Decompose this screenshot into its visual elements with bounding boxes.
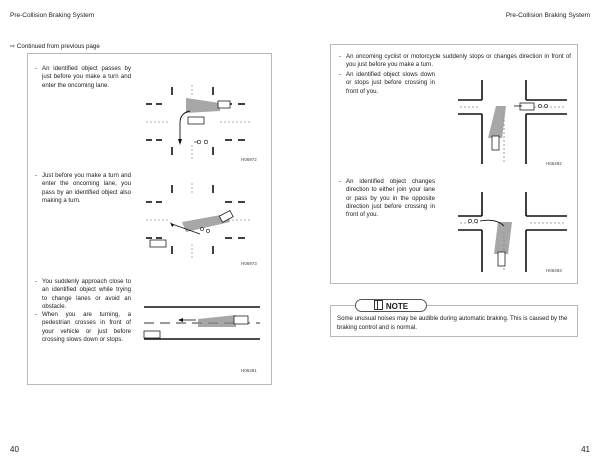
item-text: An identified object changes direction to either join your lane or pass by you in the opposite direction just before crossing in front of you. (346, 178, 435, 219)
diagram-turn-passing-object (140, 83, 262, 163)
item-text: Just before you make a turn and enter the oncoming lane, you pass by an identified object also making a turn. (42, 172, 131, 204)
continued-indicator: ⇨ Continued from previous page (10, 43, 100, 50)
list-item (339, 71, 435, 96)
note-title-badge (355, 299, 427, 312)
list-item (339, 178, 435, 219)
item-dash: - (35, 278, 38, 285)
item-dash: - (35, 65, 38, 72)
list-item (339, 53, 571, 70)
diagram-turn-passing-turning-object (140, 182, 262, 262)
figure-code: H06491 (241, 368, 257, 373)
right-page-number: 41 (581, 445, 590, 454)
item-dash: - (339, 71, 342, 78)
figure-code: H06492 (546, 161, 562, 166)
list-item (35, 172, 131, 205)
item-dash: - (339, 178, 342, 185)
item-text: When you are turning, a pedestrian crosses in front of your vehicle or just before crossing slows down or stops. (42, 311, 131, 343)
left-header-title: Pre-Collision Braking System (10, 12, 95, 19)
list-item (35, 278, 131, 311)
note-text: Some unusual noises may be audible during automatic braking. This is caused by the braking control and is normal. (337, 315, 568, 331)
left-page-number: 40 (10, 445, 19, 454)
diagram-crossing-object-changes-direction (452, 182, 574, 274)
note-book-icon (374, 300, 383, 310)
item-text: An oncoming cyclist or motorcycle suddenly stops or changes direction in front of you just before you make a turn. (346, 53, 571, 69)
list-item (35, 65, 131, 90)
item-text: An identified object passes by just before you make a turn and enter the oncoming lane. (42, 65, 131, 89)
item-dash: - (35, 311, 38, 318)
figure-code: H06972 (241, 157, 257, 162)
diagram-crossing-object-slows (452, 76, 574, 166)
figure-code: H06973 (241, 261, 257, 266)
item-text: An identified object slows down or stops just before crossing in front of you. (346, 71, 435, 95)
item-text: You suddenly approach close to an identified object while trying to change lanes or avoid an obstacle. (42, 278, 131, 310)
list-item (35, 311, 131, 344)
figure-code: H06493 (546, 268, 562, 273)
item-dash: - (339, 53, 342, 60)
right-header-title: Pre-Collision Braking System (505, 12, 590, 19)
diagram-lane-change-approach (140, 303, 262, 343)
note-title: NOTE (385, 302, 409, 311)
item-dash: - (35, 172, 38, 179)
